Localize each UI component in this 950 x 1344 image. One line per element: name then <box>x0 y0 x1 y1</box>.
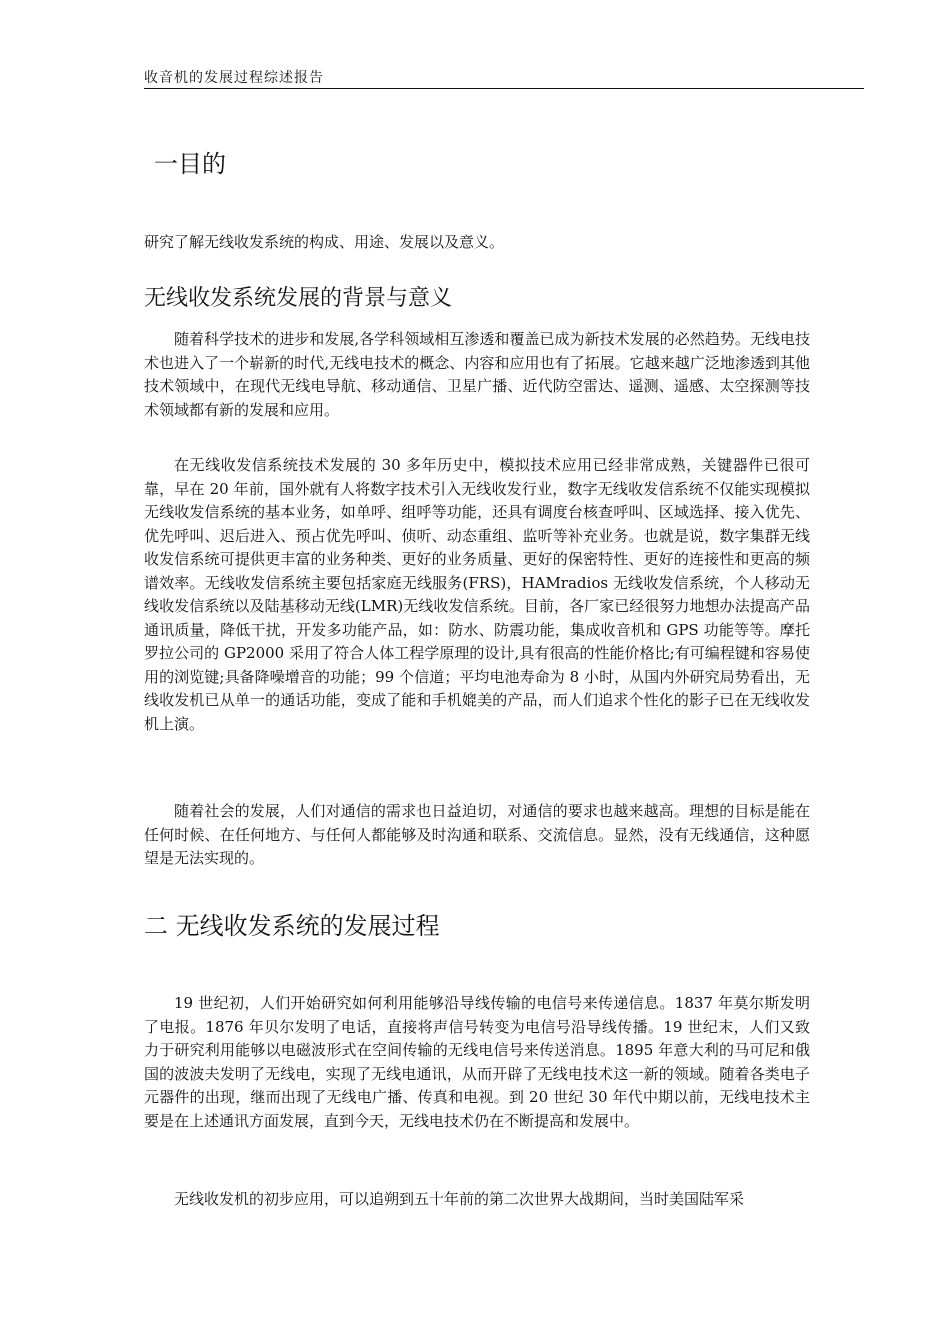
purpose-text: 研究了解无线收发系统的构成、用途、发展以及意义。 <box>144 233 505 251</box>
paragraph: 在无线收发信系统技术发展的 30 多年历史中，模拟技术应用已经非常成熟，关键器件已很可靠，早在 20 年前，国外就有人将数字技术引入无线收发行业，数字无线收发信系统不仅能实现模拟无线收发信系统的基本业务，如单呼、组呼等功能，还具有调度台核查呼叫、区域选择、接入优先、优先呼叫、迟后进入、预占优先呼叫、侦听、动态重组、监听等补充业务。也就是说，数字集群无线收发信系统可提供更丰富的业务种类、更好的业务质量、更好的保密特性、更好的连接性和更高的频谱效率。无线收发信系统主要包括家庭无线服务(FRS)，HAMradios 无线收发信系统，个人移动无线收发信系统以及陆基移动无线(LMR)无线收发信系统。目前，各厂家已经很努力地想办法提高产品通讯质量，降低干扰，开发多功能产品，如：防水、防震功能，集成收音机和 GPS 功能等等。摩托罗拉公司的 GP2000 采用了符合人体工程学原理的设计,具有很高的性能价格比;有可编程键和容易使用的浏览键;具备降噪增音的功能；99 个信道；平均电池寿命为 8 小时，从国内外研究局势看出，无线收发机已从单一的通话功能，变成了能和手机媲美的产品，而人们追求个性化的影子已在无线收发机上演。 <box>144 456 810 733</box>
paragraph: 19 世纪初，人们开始研究如何利用能够沿导线传输的电信号来传递信息。1837 年莫尔斯发明了电报。1876 年贝尔发明了电话，直接将声信号转变为电信号沿导线传播。19 世纪末，人们又致力于研究利用能够以电磁波形式在空间传输的无线电信号来传送消息。1895 年意大利的马可尼和俄国的波波夫发明了无线电，实现了无线电通讯，从而开辟了无线电技术这一新的领域。随着各类电子元器件的出现，继而出现了无线电广播、传真和电视。到 20 世纪 30 年代中期以前，无线电技术主要是在上述通讯方面发展，直到今天，无线电技术仍在不断提高和发展中。 <box>144 994 810 1130</box>
header-title: 收音机的发展过程综述报告 <box>144 70 324 86</box>
paragraph: 随着社会的发展，人们对通信的需求也日益迫切，对通信的要求也越来越高。理想的目标是能在任何时候、在任何地方、与任何人都能够及时沟通和联系、交流信息。显然，没有无线通信，这种愿望是无法实现的。 <box>144 802 810 867</box>
paragraph: 无线收发机的初步应用，可以追朔到五十年前的第二次世界大战期间，当时美国陆军采 <box>174 1190 745 1208</box>
section-heading-purpose: 一目的 <box>154 150 226 178</box>
section-heading-history: 二 无线收发系统的发展过程 <box>144 912 440 940</box>
paragraph: 随着科学技术的进步和发展,各学科领域相互渗透和覆盖已成为新技术发展的必然趋势。无线电技术也进入了一个崭新的时代,无线电技术的概念、内容和应用也有了拓展。它越来越广泛地渗透到其他技术领域中，在现代无线电导航、移动通信、卫星广播、近代防空雷达、遥测、遥感、太空探测等技术领域都有新的发展和应用。 <box>144 330 810 419</box>
section-heading-background: 无线收发系统发展的背景与意义 <box>144 286 453 311</box>
page-header <box>144 70 864 89</box>
